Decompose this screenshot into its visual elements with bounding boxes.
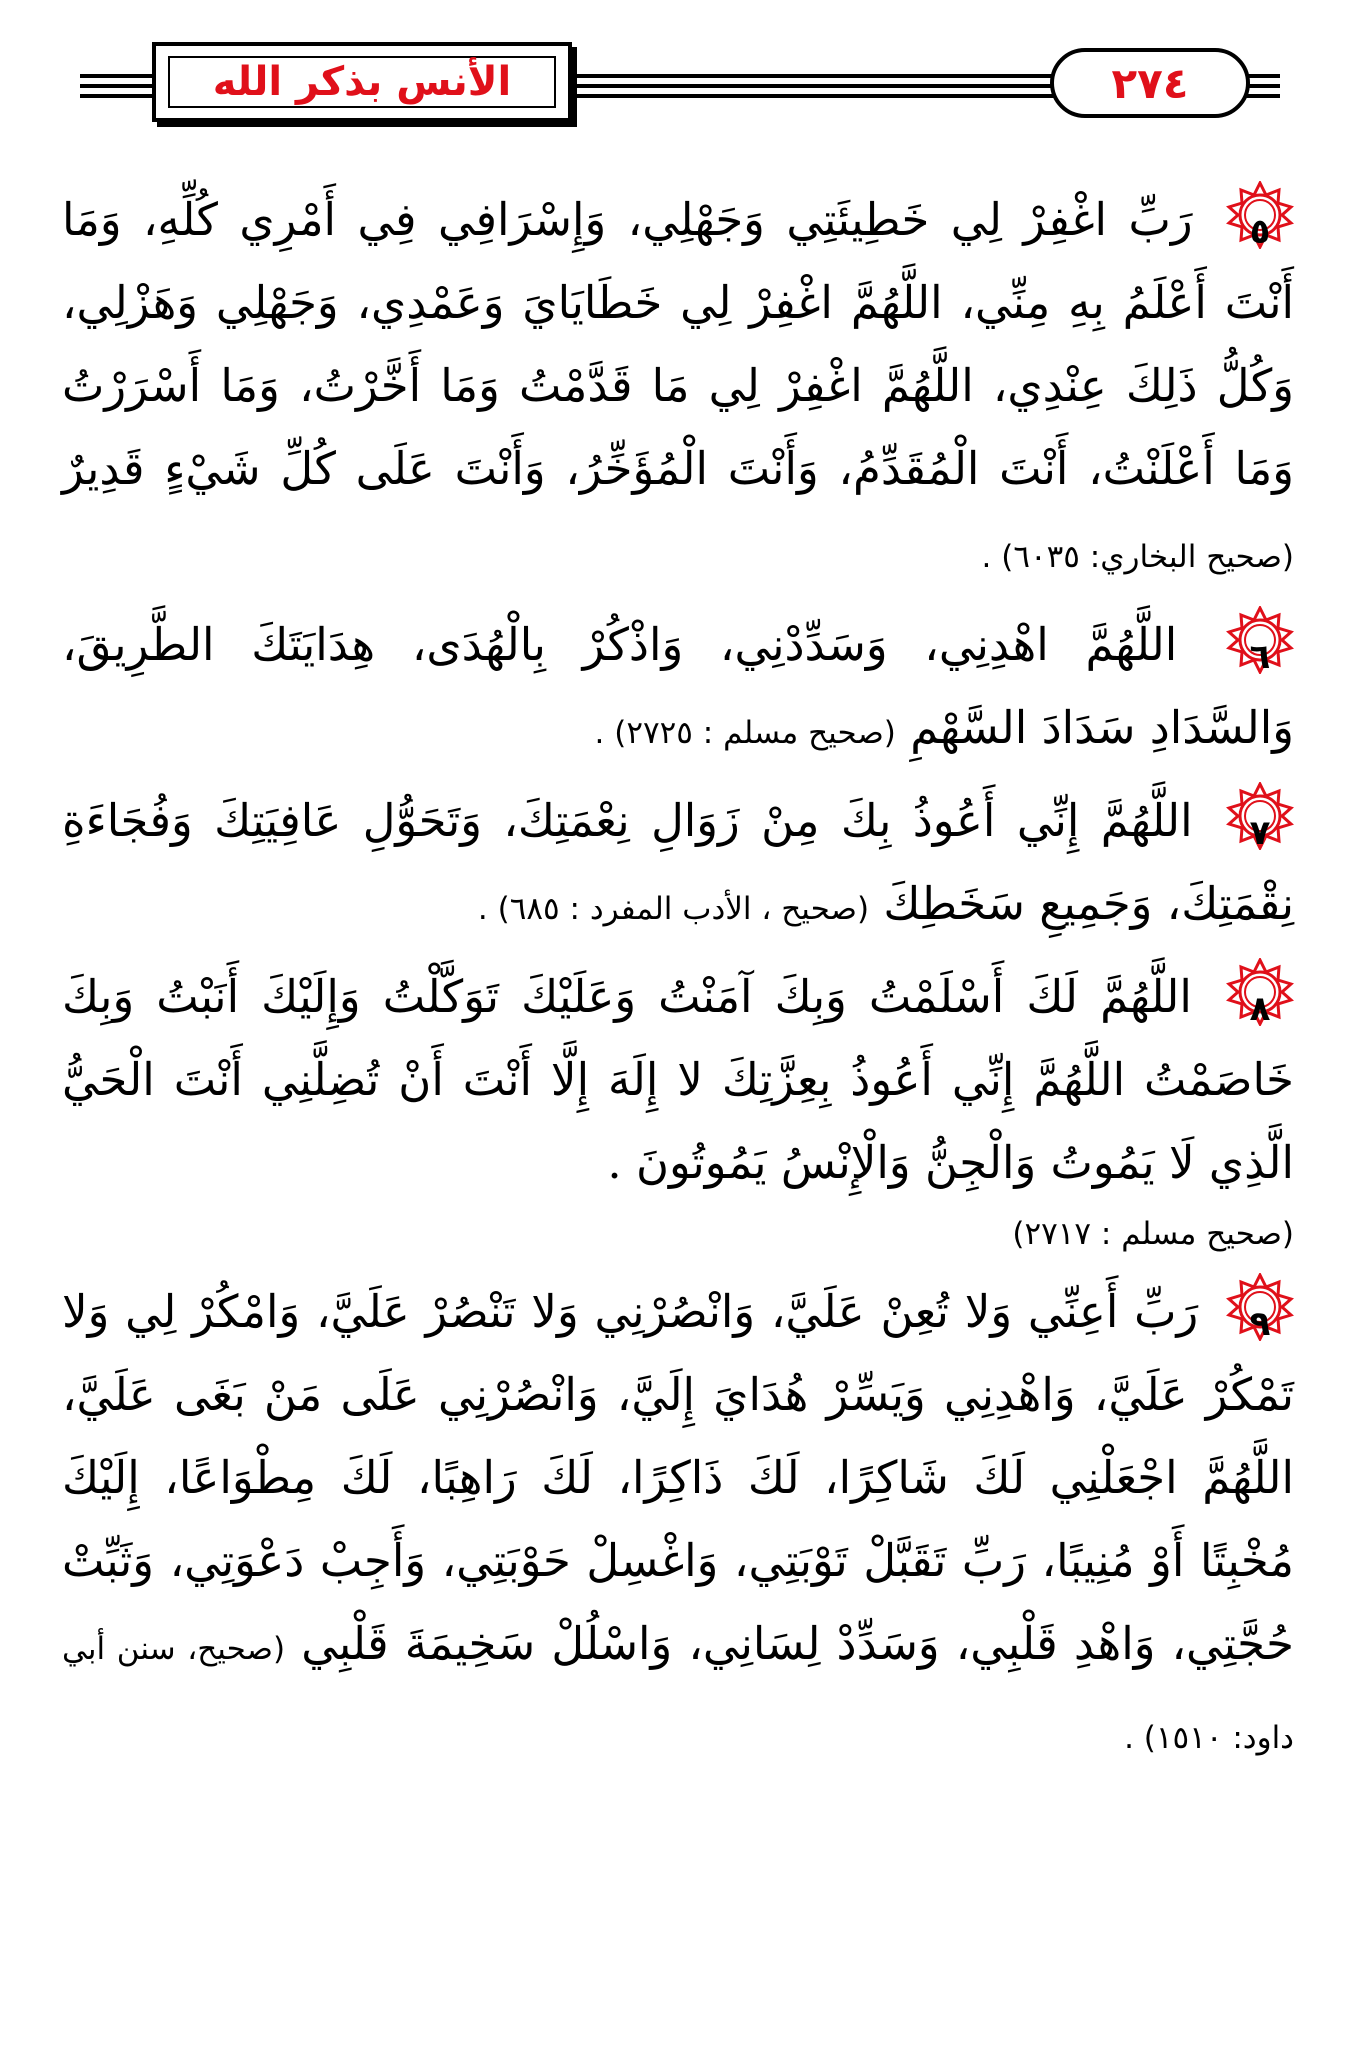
dua-source: (صحيح مسلم : ٢٧١٧)	[1012, 1216, 1294, 1252]
dua-source: (صحيح ، الأدب المفرد : ٦٨٥) .	[477, 891, 870, 927]
dua-paragraph	[62, 955, 1294, 1204]
dua-source: (صحيح مسلم : ٢٧٢٥) .	[594, 715, 896, 751]
dua-text: اللَّهُمَّ اهْدِنِي، وَسَدِّدْنِي، وَاذْكُرْ بِالْهُدَى، هِدَايَتَكَ الطَّرِيقَ، وَالسَّدَادِ سَدَادَ السَّهْمِ	[62, 618, 1294, 754]
dua-text: رَبِّ اغْفِرْ لِي خَطِيئَتِي وَجَهْلِي، وَإِسْرَافِي فِي أَمْرِي كُلِّهِ، وَمَا أَنْتَ أَعْلَمُ بِهِ مِنِّي، اللَّهُمَّ اغْفِرْ لِي خَطَايَايَ وَعَمْدِي، وَجَهْلِي وَهَزْلِي، وَكُلُّ ذَلِكَ عِنْدِي، اللَّهُمَّ اغْفِرْ لِي مَا قَدَّمْتُ وَمَا أَخَّرْتُ، وَمَا أَسْرَرْتُ وَمَا أَعْلَنْتُ، أَنْتَ الْمُقَدِّمُ، وَأَنْتَ الْمُؤَخِّرُ، وَأَنْتَ عَلَى كُلِّ شَيْءٍ قَدِيرٌ	[62, 193, 1294, 495]
ornament-number-icon: ٧	[1226, 782, 1294, 850]
dua-paragraph	[62, 178, 1294, 599]
dua-text: اللَّهُمَّ إِنِّي أَعُوذُ بِكَ مِنْ زَوَالِ نِعْمَتِكَ، وَتَحَوُّلِ عَافِيَتِكَ وَفُجَاءَةِ نِقْمَتِكَ، وَجَمِيعِ سَخَطِكَ	[62, 794, 1294, 930]
dua-paragraph	[62, 779, 1294, 951]
dua-text: اللَّهُمَّ لَكَ أَسْلَمْتُ وَبِكَ آمَنْتُ وَعَلَيْكَ تَوَكَّلْتُ وَإِلَيْكَ أَنَبْتُ وَبِكَ خَاصَمْتُ اللَّهُمَّ إِنِّي أَعُوذُ بِعِزَّتِكَ لا إِلَهَ إِلَّا أَنْتَ أَنْ تُضِلَّنِي أَنْتَ الْحَيُّ الَّذِي لَا يَمُوتُ وَالْجِنُّ وَالْإِنْسُ يَمُوتُونَ .	[62, 970, 1294, 1189]
page-number-frame	[1050, 48, 1250, 118]
dua-paragraph	[62, 1270, 1294, 1780]
dua-source: (صحيح البخاري: ٦٠٣٥) .	[981, 539, 1294, 575]
book-title-frame	[152, 42, 572, 122]
book-title: الأنس بذكر الله	[212, 59, 512, 105]
ornament-number-icon: ٦	[1226, 606, 1294, 674]
page-number: ٢٧٤	[1111, 58, 1189, 108]
page-body	[62, 178, 1294, 1784]
dua-text: رَبِّ أَعِنِّي وَلا تُعِنْ عَلَيَّ، وَانْصُرْنِي وَلا تَنْصُرْ عَلَيَّ، وَامْكُرْ لِي وَلا تَمْكُرْ عَلَيَّ، وَاهْدِنِي وَيَسِّرْ هُدَايَ إِلَيَّ، وَانْصُرْنِي عَلَى مَنْ بَغَى عَلَيَّ، اللَّهُمَّ اجْعَلْنِي لَكَ شَاكِرًا، لَكَ ذَاكِرًا، لَكَ رَاهِبًا، لَكَ مِطْوَاعًا، إِلَيْكَ مُخْبِتًا أَوْ مُنِيبًا، رَبِّ تَقَبَّلْ تَوْبَتِي، وَاغْسِلْ حَوْبَتِي، وَأَجِبْ دَعْوَتِي، وَثَبِّتْ حُجَّتِي، وَاهْدِ قَلْبِي، وَسَدِّدْ لِسَانِي، وَاسْلُلْ سَخِيمَةَ قَلْبِي	[62, 1285, 1294, 1670]
ornament-number-icon: ٨	[1226, 958, 1294, 1026]
dua-source: (صحيح، سنن أبي داود: ١٥١٠) .	[62, 1631, 1294, 1756]
dua-paragraph	[62, 603, 1294, 775]
ornament-number-icon: ٥	[1226, 181, 1294, 249]
ornament-number-icon: ٩	[1226, 1273, 1294, 1341]
page-header	[80, 38, 1280, 130]
